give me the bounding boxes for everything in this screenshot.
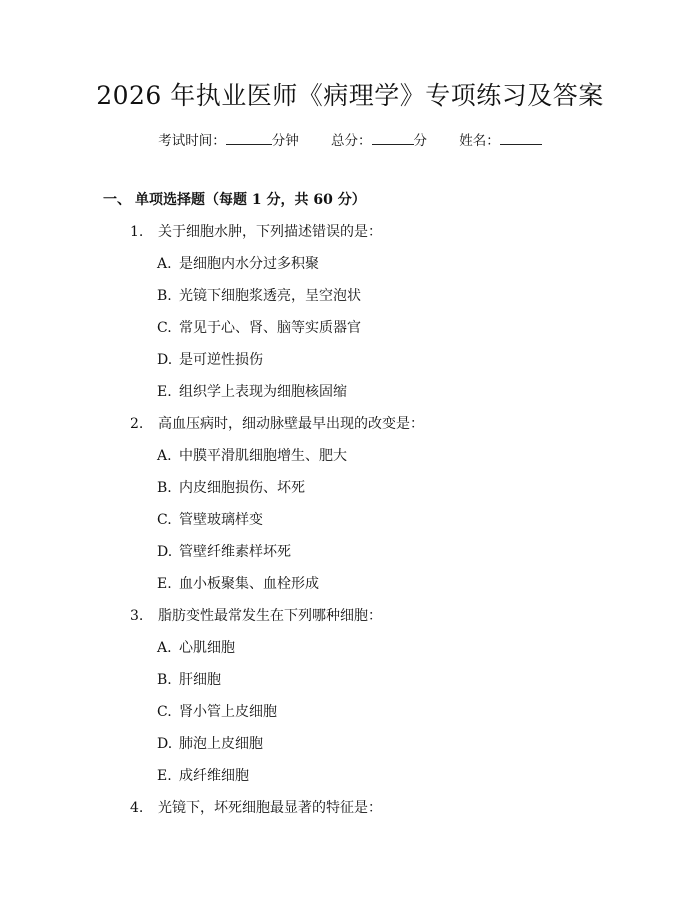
option-letter: C. [157, 512, 172, 528]
question-text: 高血压病时，细动脉壁最早出现的改变是： [158, 416, 424, 432]
option-letter: A. [157, 256, 172, 272]
option-text: 光镜下细胞浆透亮，呈空泡状 [179, 288, 361, 304]
question-item [130, 605, 382, 627]
question-text: 光镜下，坏死细胞最显著的特征是： [158, 800, 382, 816]
page-title: 2026 年执业医师《病理学》专项练习及答案 [96, 81, 604, 110]
option-letter: C. [157, 320, 172, 336]
option-text: 管壁玻璃样变 [179, 512, 263, 528]
total-score-blank [372, 130, 414, 145]
question-number: 1. [130, 224, 144, 240]
exam-time-field [158, 130, 299, 151]
option-text: 中膜平滑肌细胞增生、肥大 [179, 448, 347, 464]
name-blank [500, 130, 542, 145]
exam-info-line [0, 130, 700, 151]
answer-option [157, 573, 319, 595]
option-letter: E. [157, 384, 172, 400]
name-label: 姓名： [459, 133, 500, 149]
option-letter: E. [157, 576, 172, 592]
section-heading [103, 189, 366, 211]
exam-time-blank [226, 130, 272, 145]
question-text: 关于细胞水肿，下列描述错误的是： [158, 224, 382, 240]
exam-time-label: 考试时间： [158, 133, 226, 149]
option-text: 组织学上表现为细胞核固缩 [179, 384, 347, 400]
answer-option [157, 381, 347, 403]
answer-option [157, 285, 361, 307]
option-letter: D. [157, 544, 173, 560]
answer-option [157, 733, 263, 755]
answer-option [157, 701, 277, 723]
option-text: 心肌细胞 [179, 640, 235, 656]
question-item [130, 413, 424, 435]
exam-time-unit: 分钟 [271, 133, 299, 149]
total-score-unit: 分 [413, 133, 427, 149]
answer-option [157, 765, 249, 787]
option-text: 内皮细胞损伤、坏死 [179, 480, 305, 496]
option-letter: B. [157, 288, 172, 304]
option-letter: D. [157, 736, 173, 752]
option-letter: B. [157, 480, 172, 496]
answer-option [157, 541, 291, 563]
answer-option [157, 349, 263, 371]
option-letter: E. [157, 768, 172, 784]
option-text: 血小板聚集、血栓形成 [179, 576, 319, 592]
option-letter: D. [157, 352, 173, 368]
question-text: 脂肪变性最常发生在下列哪种细胞： [158, 608, 382, 624]
answer-option [157, 445, 347, 467]
total-score-label: 总分： [331, 133, 372, 149]
answer-option [157, 253, 319, 275]
option-text: 成纤维细胞 [179, 768, 249, 784]
option-text: 是可逆性损伤 [179, 352, 263, 368]
question-item [130, 221, 382, 243]
answer-option [157, 317, 361, 339]
option-letter: A. [157, 640, 172, 656]
option-text: 是细胞内水分过多积聚 [179, 256, 319, 272]
option-letter: A. [157, 448, 172, 464]
answer-option [157, 669, 221, 691]
option-letter: C. [157, 704, 172, 720]
name-field [459, 130, 542, 151]
section-title: 单项选择题（每题 1 分，共 60 分） [135, 192, 366, 208]
option-text: 肝细胞 [179, 672, 221, 688]
option-letter: B. [157, 672, 172, 688]
option-text: 肾小管上皮细胞 [179, 704, 277, 720]
question-item [130, 797, 382, 819]
question-number: 4. [130, 800, 144, 816]
option-text: 肺泡上皮细胞 [179, 736, 263, 752]
question-number: 2. [130, 416, 144, 432]
total-score-field [331, 130, 427, 151]
option-text: 常见于心、肾、脑等实质器官 [179, 320, 361, 336]
answer-option [157, 477, 305, 499]
question-number: 3. [130, 608, 144, 624]
section-number: 一、 [103, 192, 131, 208]
answer-option [157, 509, 263, 531]
option-text: 管壁纤维素样坏死 [179, 544, 291, 560]
answer-option [157, 637, 235, 659]
